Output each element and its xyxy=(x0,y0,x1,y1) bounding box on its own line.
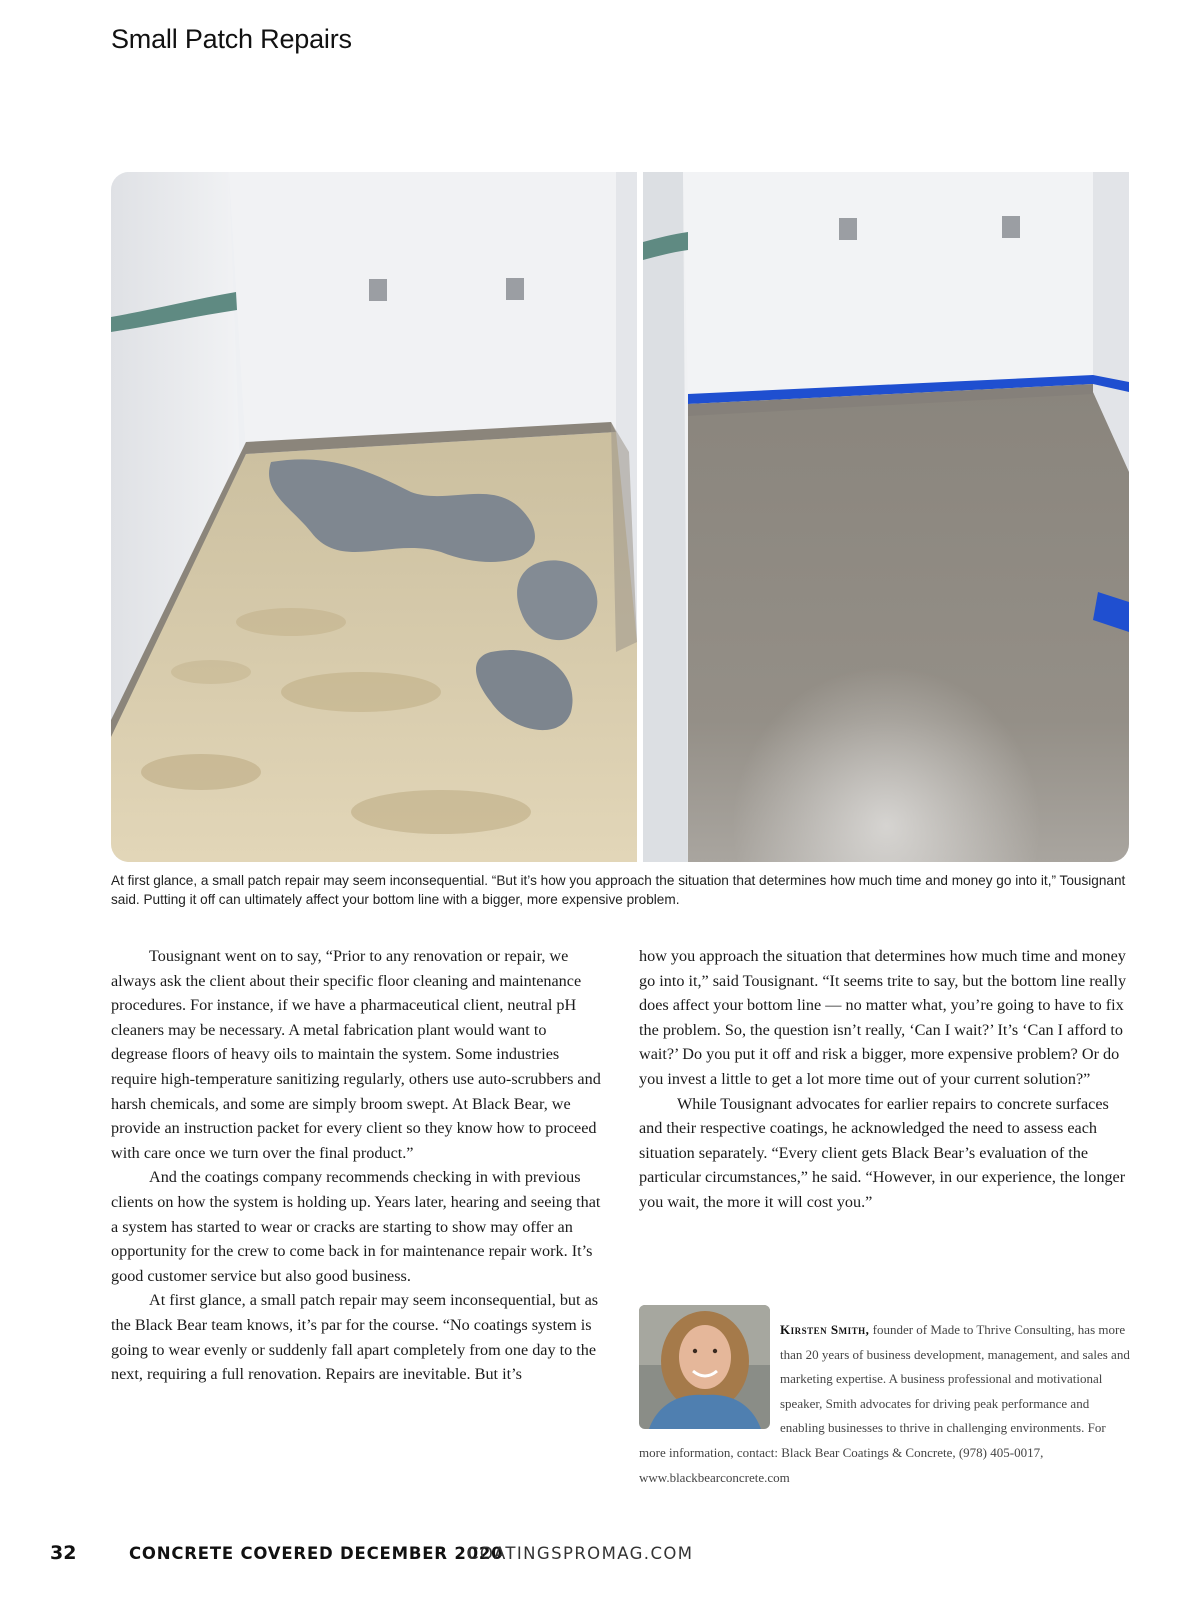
magazine-issue: CONCRETE COVERED DECEMBER 2020 xyxy=(129,1544,504,1563)
section-title: Small Patch Repairs xyxy=(111,24,352,54)
after-repair-floor-photo xyxy=(643,172,1129,862)
author-name: Kirsten Smith, xyxy=(780,1322,870,1337)
magazine-website: COATINGSPROMAG.COM xyxy=(467,1544,694,1563)
photo-caption: At first glance, a small patch repair may seem inconsequential. “But it’s how you approach the situation that determines how much time and money go into it,” Tousignant said. Putting it off can ultimately affect your bottom line with a bigger, more expensive problem. xyxy=(111,873,1126,907)
before-repair-floor-photo xyxy=(111,172,637,862)
author-bio-text: founder of Made to Thrive Consulting, has more than 20 years of business development, management, and sales and marketing expertise. A business professional and motivational speaker, Smith advocates for driving peak performance and enabling businesses to thrive in challenging environments. For more information, contact: Black Bear Coatings & Concrete, (978) 405-0017, www.blackbearconcrete.com xyxy=(639,1322,1130,1485)
article-paragraph: how you approach the situation that determines how much time and money go into it,” said Tousignant. “It seems trite to say, but the bottom line really does affect your bottom line — no matter what, you’re going to have to fix the problem. So, the question isn’t really, ‘Can I wait?’ It’s ‘Can I afford to wait?’ Do you put it off and risk a bigger, more expensive problem? Or do you invest a little to get a lot more time out of your current solution?” xyxy=(639,947,1127,1088)
page-footer xyxy=(0,1542,1200,1566)
article-paragraph: And the coatings company recommends checking in with previous clients on how the system is holding up. Years later, hearing and seeing that a system has started to wear or cracks are starting to show may offer an opportunity for the crew to come back in for maintenance repair work. It’s good customer service but also good business. xyxy=(111,1168,601,1285)
article-paragraph: Tousignant went on to say, “Prior to any renovation or repair, we always ask the client about their specific floor cleaning and maintenance procedures. For instance, if we have a pharmaceutical client, neutral pH cleaners may be necessary. A metal fabrication plant would want to degrease floors of heavy oils to maintain the system. Some industries require high-temperature sanitizing regularly, others use auto-scrubbers and harsh chemicals, and some are simply broom swept. At Black Bear, we provide an instruction packet for every client so they know how to proceed with care once we turn over the final product.” xyxy=(111,947,601,1162)
article-paragraph: At first glance, a small patch repair may seem inconsequential, but as the Black Bear team knows, it’s par for the course. “No coatings system is going to wear evenly or suddenly fall apart completely from one day to the next, requiring a full renovation. Repairs are inevitable. But it’s xyxy=(111,1291,599,1384)
article-paragraph: While Tousignant advocates for earlier repairs to concrete surfaces and their respective coatings, he acknowledged the need to assess each situation separately. “Every client gets Black Bear’s evaluation of the particular circumstances,” he said. “However, in our experience, the longer you wait, the more it will cost you.” xyxy=(639,1094,1126,1211)
article-column-left xyxy=(111,944,601,1387)
article-column-right xyxy=(639,944,1129,1215)
page-number: 32 xyxy=(50,1542,77,1564)
author-bio xyxy=(639,1318,1131,1490)
